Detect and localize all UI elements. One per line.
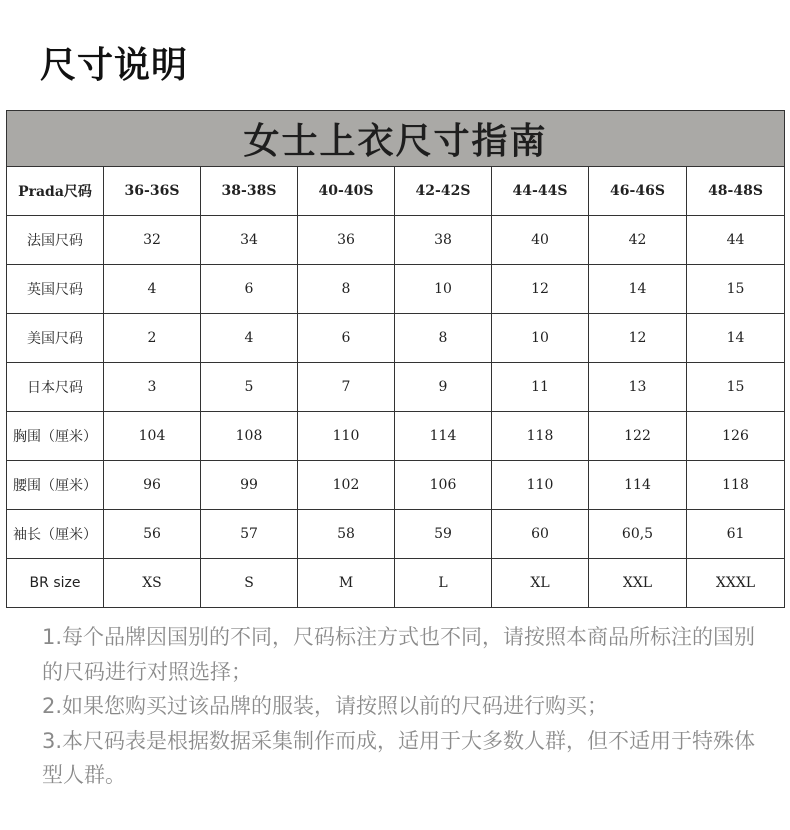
table-cell: 44 [687,216,785,265]
table-row [7,265,785,314]
table-cell: 7 [298,363,395,412]
table-cell: 12 [589,314,687,363]
row-label-cell: 美国尺码 [7,314,104,363]
table-cell: 126 [687,412,785,461]
table-cell: XL [492,559,589,608]
table-row [7,461,785,510]
row-label-cell: 袖长（厘米） [7,510,104,559]
table-banner: 女士上衣尺寸指南 [7,111,785,167]
table-row [7,216,785,265]
table-cell: 8 [298,265,395,314]
note-item: 1.每个品牌因国别的不同，尺码标注方式也不同，请按照本商品所标注的国别的尺码进行对照选择； [42,625,756,684]
table-cell: 122 [589,412,687,461]
table-row [7,559,785,608]
table-row [7,412,785,461]
table-cell: 106 [395,461,492,510]
header-size-cell: 38-38S [201,167,298,216]
table-cell: 14 [589,265,687,314]
table-cell: 114 [589,461,687,510]
table-cell: XS [104,559,201,608]
table-cell: 5 [201,363,298,412]
size-chart [6,110,784,608]
table-row [7,363,785,412]
table-cell: 3 [104,363,201,412]
table-row [7,314,785,363]
table-cell: 114 [395,412,492,461]
table-cell: 36 [298,216,395,265]
table-cell: 15 [687,363,785,412]
table-cell: 13 [589,363,687,412]
table-cell: 6 [201,265,298,314]
table-cell: 12 [492,265,589,314]
table-cell: 59 [395,510,492,559]
table-cell: 60 [492,510,589,559]
header-size-cell: 46-46S [589,167,687,216]
table-cell: L [395,559,492,608]
table-cell: 10 [492,314,589,363]
note-item: 3.本尺码表是根据数据采集制作而成，适用于大多数人群，但不适用于特殊体型人群。 [42,728,756,787]
table-cell: 10 [395,265,492,314]
row-label-cell: 法国尺码 [7,216,104,265]
row-label-cell: 腰围（厘米） [7,461,104,510]
row-label-cell: 英国尺码 [7,265,104,314]
table-row [7,510,785,559]
table-cell: 57 [201,510,298,559]
page-title: 尺寸说明 [40,45,189,86]
header-size-cell: 40-40S [298,167,395,216]
table-cell: S [201,559,298,608]
table-cell: 118 [687,461,785,510]
table-cell: 40 [492,216,589,265]
table-cell: 32 [104,216,201,265]
table-header-row [7,167,785,216]
note-item: 2.如果您购买过该品牌的服装，请按照以前的尺码进行购买； [42,694,609,718]
table-cell: 14 [687,314,785,363]
row-label-cell: BR size [7,559,104,608]
table-cell: 102 [298,461,395,510]
header-size-cell: 48-48S [687,167,785,216]
header-size-cell: 42-42S [395,167,492,216]
table-cell: 58 [298,510,395,559]
table-cell: 11 [492,363,589,412]
table-cell: 110 [492,461,589,510]
table-cell: 42 [589,216,687,265]
table-cell: 99 [201,461,298,510]
table-cell: 96 [104,461,201,510]
table-cell: 4 [201,314,298,363]
table-cell: 110 [298,412,395,461]
header-label-cell: Prada尺码 [7,167,104,216]
header-size-cell: 44-44S [492,167,589,216]
table-cell: 38 [395,216,492,265]
header-size-cell: 36-36S [104,167,201,216]
table-cell: XXL [589,559,687,608]
row-label-cell: 日本尺码 [7,363,104,412]
table-cell: 118 [492,412,589,461]
table-cell: 8 [395,314,492,363]
table-cell: 61 [687,510,785,559]
table-cell: 60,5 [589,510,687,559]
table-cell: 4 [104,265,201,314]
table-cell: 104 [104,412,201,461]
table-cell: 9 [395,363,492,412]
table-cell: 34 [201,216,298,265]
table-cell: 15 [687,265,785,314]
size-table [6,110,785,608]
notes [42,620,762,793]
table-cell: 2 [104,314,201,363]
table-cell: 56 [104,510,201,559]
table-cell: XXXL [687,559,785,608]
table-cell: 6 [298,314,395,363]
row-label-cell: 胸围（厘米） [7,412,104,461]
table-cell: M [298,559,395,608]
table-cell: 108 [201,412,298,461]
